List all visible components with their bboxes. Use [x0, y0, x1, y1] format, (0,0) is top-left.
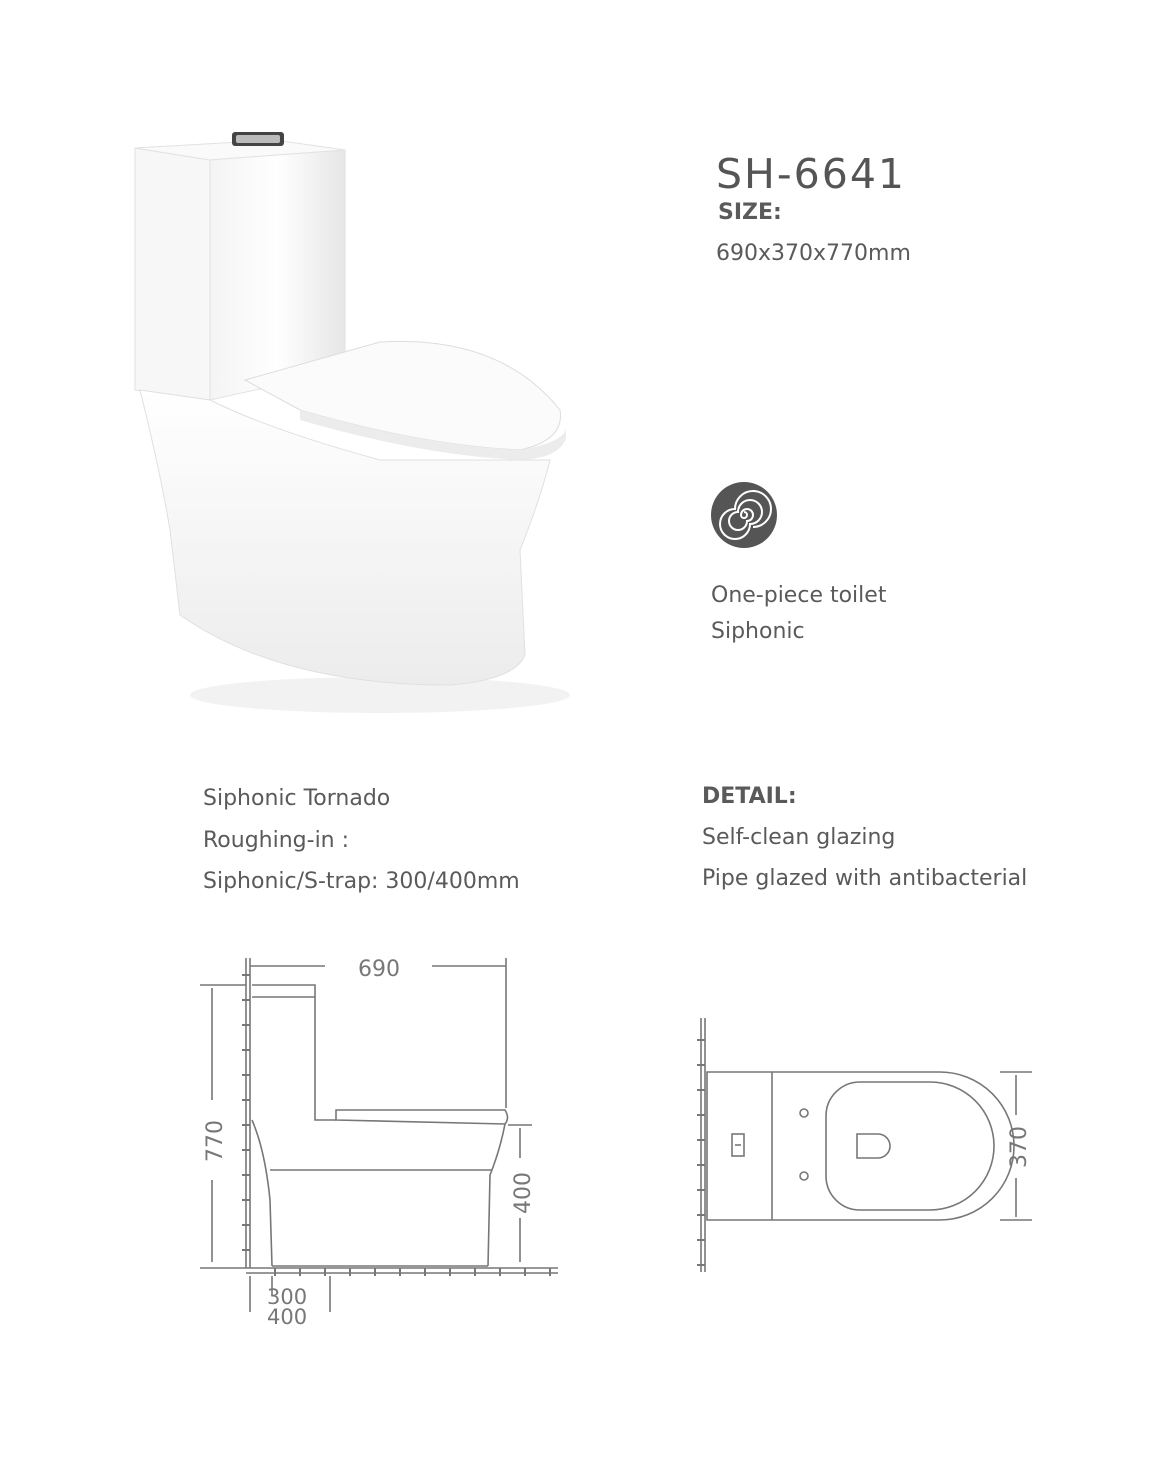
dim-width: 370: [1007, 1126, 1032, 1168]
feature-siphonic: Siphonic: [711, 619, 805, 644]
spec-tornado: Siphonic Tornado: [203, 786, 391, 811]
size-value: 690x370x770mm: [716, 241, 911, 266]
size-label: SIZE:: [718, 200, 782, 225]
model-number: SH-6641: [716, 150, 906, 198]
spec-roughing-in: Roughing-in :: [203, 828, 350, 853]
spec-trap: Siphonic/S-trap: 300/400mm: [203, 869, 520, 894]
dim-length: 690: [358, 957, 400, 982]
detail-pipe-glazed: Pipe glazed with antibacterial: [702, 866, 1028, 891]
detail-self-clean: Self-clean glazing: [702, 825, 896, 850]
dim-roughing-400: 400: [267, 1305, 308, 1329]
toilet-product-image: [120, 110, 590, 730]
dim-height: 770: [203, 1120, 228, 1162]
side-view-drawing: [190, 950, 570, 1330]
dim-seat-height: 400: [511, 1172, 536, 1214]
detail-heading: DETAIL:: [702, 784, 797, 809]
top-view-drawing: [690, 1010, 1050, 1280]
feature-one-piece: One-piece toilet: [711, 583, 887, 608]
swirl-icon: [711, 482, 777, 548]
dim-roughing-300: 300: [267, 1285, 308, 1309]
